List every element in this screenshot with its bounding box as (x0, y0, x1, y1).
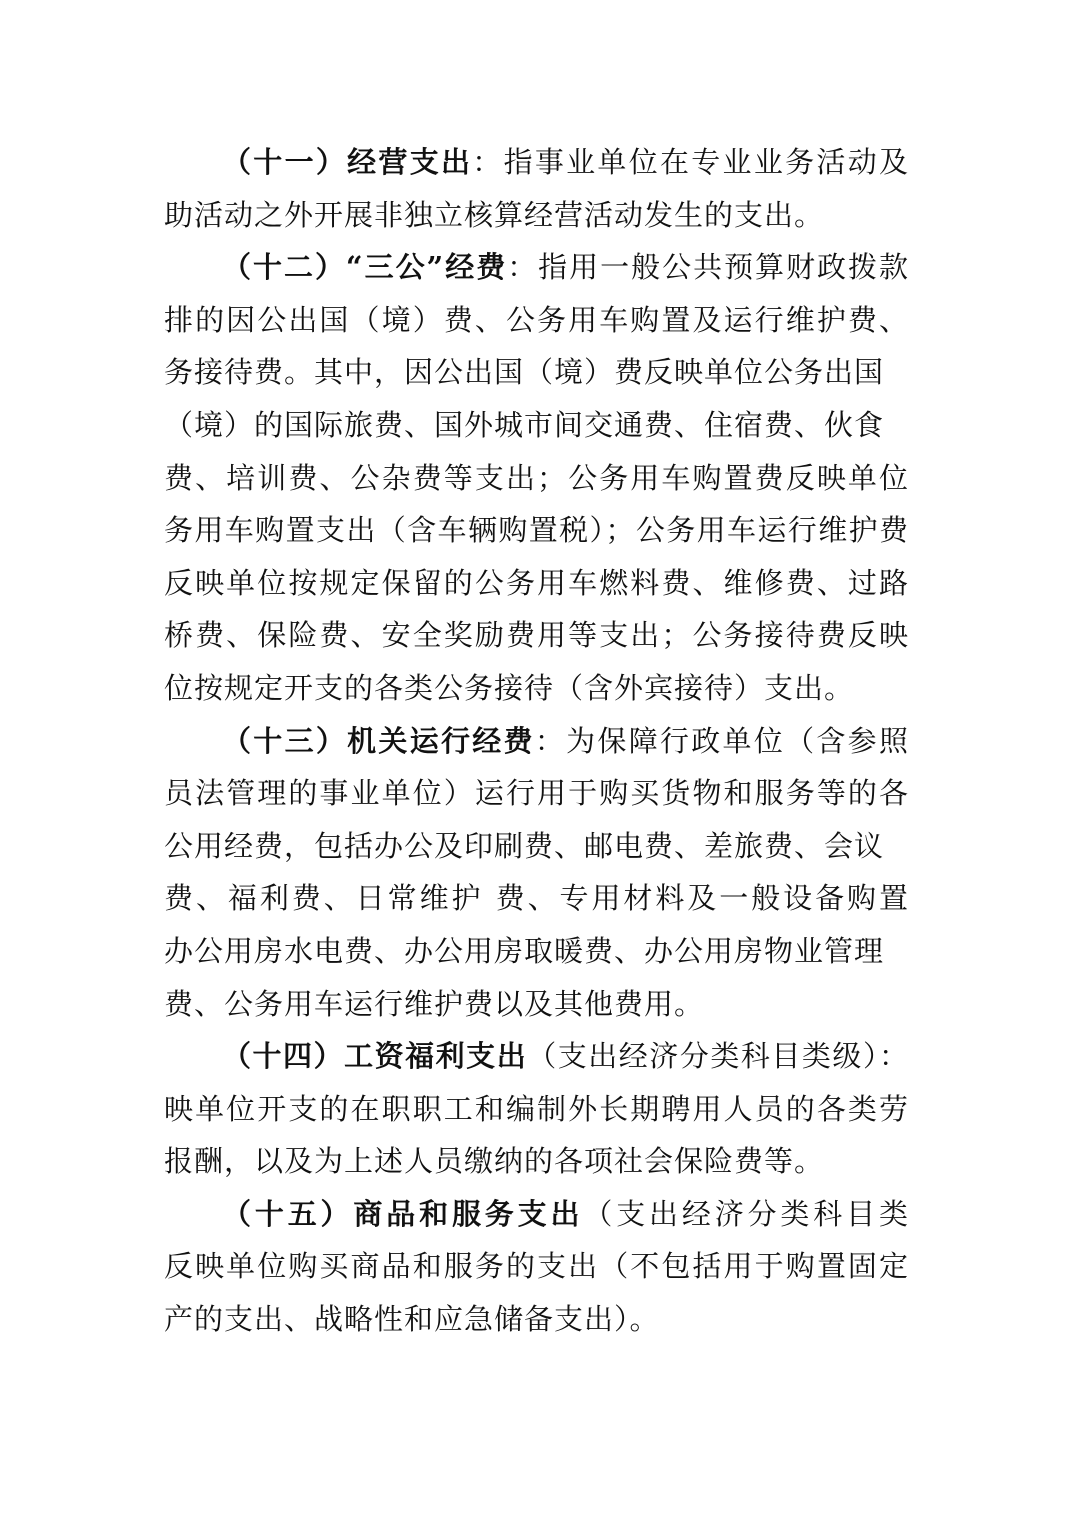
paragraph-line: 助活动之外开展非独立核算经营活动发生的支出。 (164, 197, 825, 232)
paragraph-line: 员法管理的事业单位）运行用于购买货物和服务等的各 (164, 776, 909, 811)
paragraph-line (164, 1188, 909, 1241)
paragraph-agency-operating-funds (164, 715, 909, 1031)
line-text: （支出经济分类科目类级）： (527, 1039, 909, 1074)
document-body (164, 136, 909, 1346)
paragraph-line: 费、福利费、日常维护 费、专用材料及一般设备购置 (164, 881, 909, 916)
paragraph-line: 报酬，以及为上述人员缴纳的各项社会保险费等。 (164, 1144, 825, 1179)
term-heading: （十一）经营支出 (222, 145, 473, 179)
paragraph-line: 费、公务用车运行维护费以及其他费用。 (164, 986, 705, 1021)
line-text: （支出经济分类科目类 (583, 1196, 909, 1231)
paragraph-wage-welfare-expenditure (164, 1030, 909, 1188)
paragraph-line (164, 241, 909, 294)
line-text: ：指事业单位在专业业务活动及 (472, 145, 909, 179)
paragraph-line: 反映单位购买商品和服务的支出（不包括用于购置固定 (164, 1249, 909, 1284)
paragraph-operating-expenditure (164, 136, 909, 241)
paragraph-line: 费、培训费、公杂费等支出；公务用车购置费反映单位 (164, 460, 909, 495)
paragraph-line (164, 1030, 909, 1083)
paragraph-line: 映单位开支的在职职工和编制外长期聘用人员的各类劳 (164, 1091, 909, 1126)
line-text: ：为保障行政单位（含参照 (534, 723, 909, 758)
term-heading: （十三）机关运行经费 (222, 723, 535, 758)
paragraph-line: 产的支出、战略性和应急储备支出）。 (164, 1302, 660, 1337)
paragraph-three-public-expenses (164, 241, 909, 714)
paragraph-line: 位按规定开支的各类公务接待（含外宾接待）支出。 (164, 670, 855, 705)
paragraph-line (164, 136, 909, 189)
paragraph-line: 排的因公出国（境）费、公务用车购置及运行维护费、 (164, 302, 909, 337)
paragraph-goods-services-expenditure (164, 1188, 909, 1346)
term-heading: （十二）“三公”经费 (222, 250, 508, 285)
paragraph-line: 务接待费。其中，因公出国（境）费反映单位公务出国 (164, 355, 885, 390)
paragraph-line: 务用车购置支出（含车辆购置税）；公务用车运行维护费 (164, 513, 909, 548)
paragraph-line: （境）的国际旅费、国外城市间交通费、住宿费、伙食 (164, 407, 885, 442)
paragraph-line: 桥费、保险费、安全奖励费用等支出；公务接待费反映 (164, 618, 909, 653)
line-text: ：指用一般公共预算财政拨款 (507, 250, 909, 285)
paragraph-line: 公用经费，包括办公及印刷费、邮电费、差旅费、会议 (164, 828, 885, 863)
paragraph-line (164, 715, 909, 768)
term-heading: （十四）工资福利支出 (222, 1039, 528, 1074)
term-heading: （十五）商品和服务支出 (222, 1196, 584, 1231)
paragraph-line: 反映单位按规定保留的公务用车燃料费、维修费、过路 (164, 565, 909, 600)
paragraph-line: 办公用房水电费、办公用房取暖费、办公用房物业管理 (164, 933, 885, 968)
